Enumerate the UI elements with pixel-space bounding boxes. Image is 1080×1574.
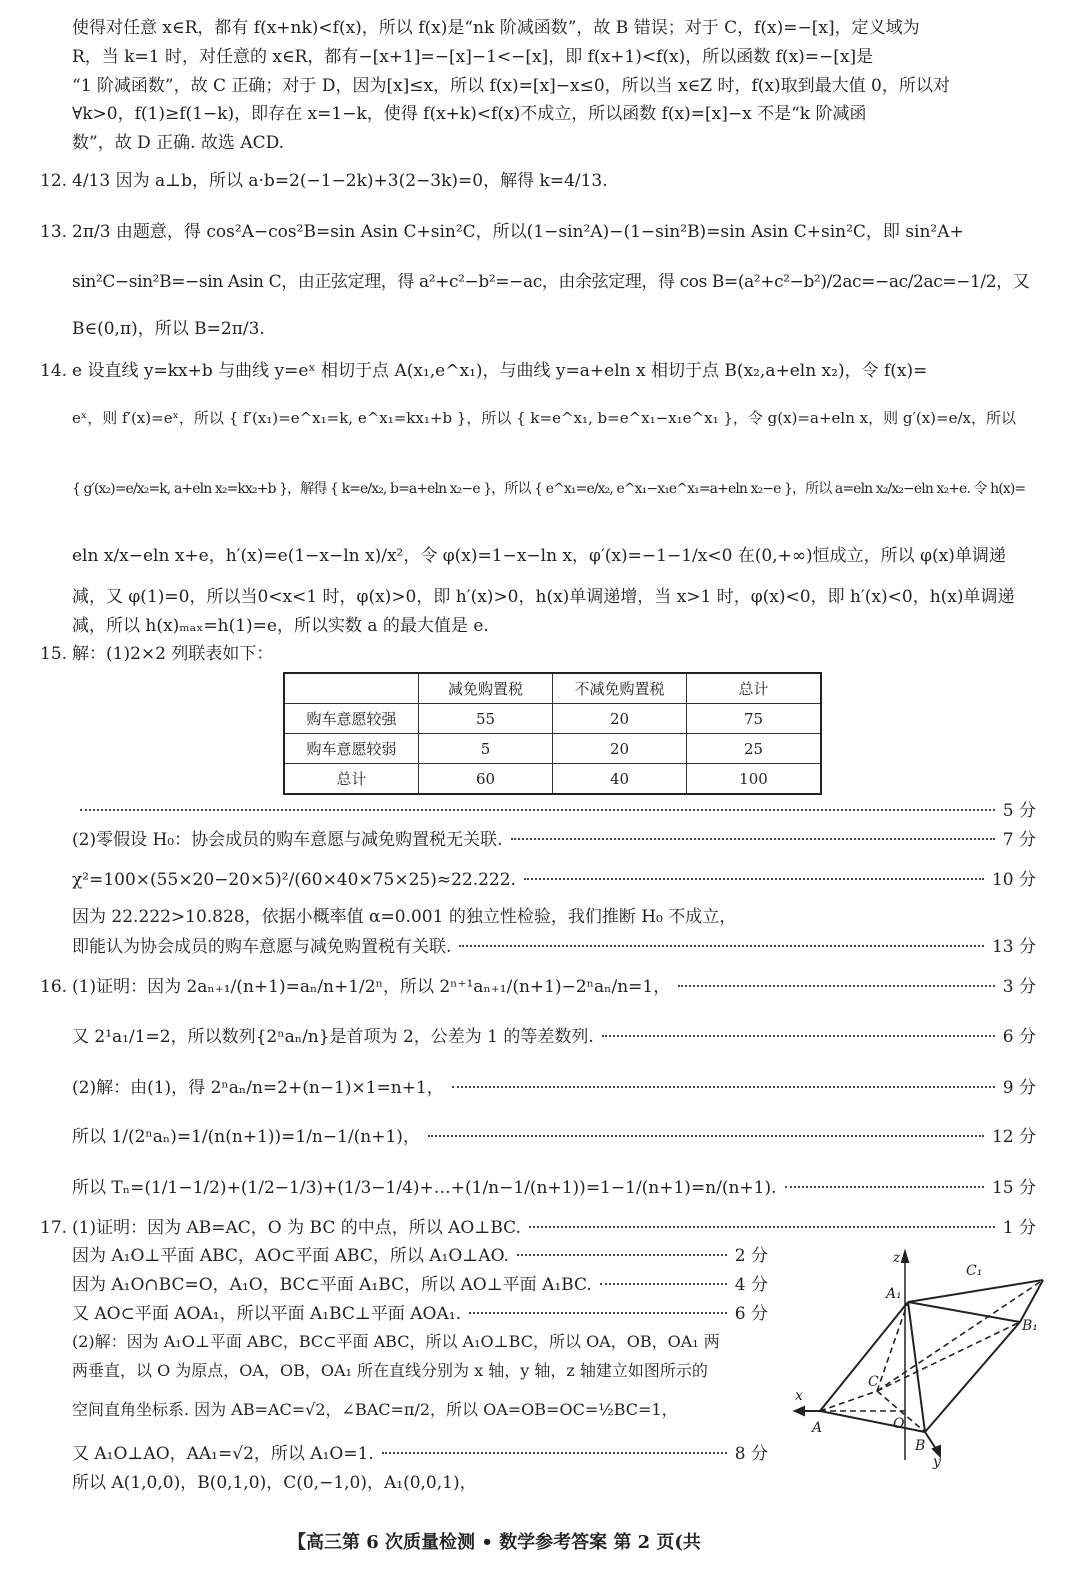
text-line: sin²C−sin²B=−sin Asin C，由正弦定理，得 a²+c²−b²=−ac，由余弦定理，得 cos B=(a²+c²−b²)/2ac=−ac/2ac=−1/2，又	[72, 272, 1030, 292]
label-x: x	[795, 1388, 803, 1404]
text: (1)证明：因为 2aₙ₊₁/(n+1)=aₙ/n+1/2ⁿ，所以 2ⁿ⁺¹aₙ₊₁/(n+1)−2ⁿaₙ/n=1，	[72, 977, 671, 997]
text: 即能认为协会成员的购车意愿与减免购置税有关联.	[72, 937, 452, 957]
score: 4 分	[734, 1275, 768, 1295]
edge-BB1	[925, 1322, 1020, 1432]
text-line: eln x/x−eln x+e，h′(x)=e(1−x−ln x)/x²，令 φ(x)=1−x−ln x，φ′(x)=−1−1/x<0 在(0,+∞)恒成立，所以 φ(x)单调递	[72, 546, 1006, 566]
table-cell: 100	[687, 764, 822, 795]
answer-12: 4/13 因为 a⊥b，所以 a·b=2(−1−2k)+3(2−3k)=0，解得 k=4/13.	[72, 171, 608, 191]
edge-CB1	[877, 1322, 1020, 1391]
label-y: y	[933, 1454, 941, 1470]
text-line: { g′(x₂)=e/x₂=k, a+eln x₂=kx₂+b }，解得 { k=e/x₂, b=a+eln x₂−e }，所以 { e^x₁=e/x₂, e^x₁−x₁e^x₁=a+eln x₂−e }，所以 a=eln x₂/x₂−eln x₂+e. 令 h(x)=	[72, 481, 1026, 497]
label-A: A	[812, 1420, 823, 1436]
edge-A1C1	[908, 1280, 1043, 1302]
table-cell: 总计	[687, 673, 822, 704]
text-line: 因为 22.222>10.828，依据小概率值 α=0.001 的独立性检验，我们推断 H₀ 不成立，	[72, 907, 737, 927]
x-arrow-icon	[795, 1407, 804, 1415]
table-cell: 20	[553, 704, 687, 734]
question-number: 17.	[40, 1218, 68, 1238]
table-cell: 总计	[284, 764, 419, 795]
text: (2)解：由(1)，得 2ⁿaₙ/n=2+(n−1)×1=n+1，	[72, 1078, 444, 1098]
edge-A1B1	[908, 1302, 1020, 1322]
edge-A1B	[908, 1302, 925, 1432]
text: χ²=100×(55×20−20×5)²/(60×40×75×25)≈22.222.	[72, 870, 516, 890]
text-line: 两垂直，以 O 为原点，OA，OB，OA₁ 所在直线分别为 x 轴，y 轴，z 轴建立如图所示的	[72, 1361, 708, 1380]
label-C1: C₁	[966, 1263, 983, 1279]
question-number: 12.	[40, 171, 68, 191]
question-number: 16.	[40, 977, 68, 997]
edge-A1A	[820, 1302, 908, 1411]
answer-14: e 设直线 y=kx+b 与曲线 y=eˣ 相切于点 A(x₁,e^x₁)，与曲线 y=a+eln x 相切于点 B(x₂,a+eln x₂)，令 f(x)=	[72, 361, 928, 381]
text: 所以 1/(2ⁿaₙ)=1/(n(n+1))=1/n−1/(n+1)，	[72, 1127, 420, 1147]
edge-CA1	[877, 1302, 908, 1391]
text: 又 2¹a₁/1=2，所以数列{2ⁿaₙ/n}是首项为 2，公差为 1 的等差数列.	[72, 1027, 594, 1047]
score: 6 分	[734, 1304, 768, 1324]
label-B: B	[915, 1438, 926, 1454]
answer-13: 2π/3 由题意，得 cos²A−cos²B=sin Asin C+sin²C，所以(1−sin²A)−(1−sin²B)=sin Asin C+sin²C，即 sin²A+	[72, 222, 964, 242]
text-line: 减，又 φ(1)=0，所以当0<x<1 时，φ(x)>0，即 h′(x)>0，h(x)单调递增，当 x>1 时，φ(x)<0，即 h′(x)<0，h(x)单调递	[72, 587, 1015, 607]
score: 10 分	[991, 870, 1036, 890]
label-O: O	[893, 1416, 905, 1432]
table-cell: 购车意愿较弱	[284, 734, 419, 764]
text: 又 A₁O⊥AO，AA₁=√2，所以 A₁O=1.	[72, 1444, 374, 1464]
page-footer: 【高三第 6 次质量检测 • 数学参考答案 第 2 页(共	[288, 1532, 701, 1553]
text-line: “1 阶减函数”，故 C 正确；对于 D，因为[x]≤x，所以 f(x)=[x]−x≤0，所以当 x∈Z 时，f(x)取到最大值 0，所以对	[72, 76, 950, 96]
text-line: eˣ，则 f′(x)=eˣ，所以 { f′(x₁)=e^x₁=k, e^x₁=kx₁+b }，所以 { k=e^x₁, b=e^x₁−x₁e^x₁ }，令 g(x)=a+eln x，则 g′(x)=e/x，所以	[72, 409, 1016, 427]
label-B1: B₁	[1022, 1318, 1038, 1334]
table-cell: 减免购置税	[419, 673, 553, 704]
z-arrow-icon	[902, 1252, 908, 1262]
table-cell: 25	[687, 734, 822, 764]
text: (1)证明：因为 AB=AC，O 为 BC 的中点，所以 AO⊥BC.	[72, 1218, 521, 1238]
text-line: 所以 A(1,0,0)，B(0,1,0)，C(0,−1,0)，A₁(0,0,1)，	[72, 1473, 477, 1493]
table-cell: 55	[419, 704, 553, 734]
text-line: 使得对任意 x∈R，都有 f(x+nk)<f(x)，所以 f(x)是“nk 阶减函数”，故 B 错误；对于 C，f(x)=−[x]，定义域为	[72, 18, 920, 38]
text-line: 空间直角坐标系. 因为 AB=AC=√2，∠BAC=π/2，所以 OA=OB=OC=½BC=1，	[72, 1400, 678, 1419]
edge-CC1	[877, 1280, 1043, 1391]
label-C: C	[868, 1374, 879, 1390]
text-line: 数”，故 D 正确. 故选 ACD.	[72, 133, 285, 153]
score: 2 分	[734, 1246, 768, 1266]
text: 所以 Tₙ=(1/1−1/2)+(1/2−1/3)+(1/3−1/4)+…+(1/n−1/(n+1))=1−1/(n+1)=n/(n+1).	[72, 1178, 777, 1198]
text-line: B∈(0,π)，所以 B=2π/3.	[72, 319, 265, 339]
question-number: 15.	[40, 644, 68, 664]
text: (2)零假设 H₀：协会成员的购车意愿与减免购置税无关联.	[72, 830, 503, 850]
question-number: 14.	[40, 361, 68, 381]
table-cell: 75	[687, 704, 822, 734]
table-cell: 不减免购置税	[553, 673, 687, 704]
text: 又 AO⊂平面 AOA₁，所以平面 A₁BC⊥平面 AOA₁.	[72, 1304, 461, 1324]
table-cell: 40	[553, 764, 687, 795]
text: 因为 A₁O∩BC=O，A₁O，BC⊂平面 A₁BC，所以 AO⊥平面 A₁BC.	[72, 1275, 592, 1295]
text-line: ∀k>0，f(1)≥f(1−k)，即存在 x=1−k，使得 f(x+k)<f(x)不成立，所以函数 f(x)=[x]−x 不是“k 阶减函	[72, 104, 867, 124]
text-line: R，当 k=1 时，对任意的 x∈R，都有−[x+1]=−[x]−1<−[x]，即 f(x+1)<f(x)，所以函数 f(x)=−[x]是	[72, 47, 874, 67]
score: 12 分	[991, 1127, 1036, 1147]
table-cell: 20	[553, 734, 687, 764]
score: 9 分	[1002, 1078, 1036, 1098]
text: 因为 A₁O⊥平面 ABC，AO⊂平面 ABC，所以 A₁O⊥AO.	[72, 1246, 509, 1266]
table-cell: 购车意愿较强	[284, 704, 419, 734]
question-number: 13.	[40, 222, 68, 242]
score: 5 分	[1002, 801, 1036, 821]
score: 7 分	[1002, 830, 1036, 850]
edge-C1B1	[1020, 1280, 1043, 1322]
score: 3 分	[1002, 977, 1036, 997]
score: 15 分	[991, 1178, 1036, 1198]
label-z: z	[893, 1250, 901, 1266]
table-cell: 60	[419, 764, 553, 795]
table-cell: 5	[419, 734, 553, 764]
text-line: (2)解：因为 A₁O⊥平面 ABC，BC⊂平面 ABC，所以 A₁O⊥BC，所以 OA，OB，OA₁ 两	[72, 1332, 720, 1351]
edge-AB	[820, 1411, 925, 1432]
score: 6 分	[1002, 1027, 1036, 1047]
score: 1 分	[1002, 1218, 1036, 1238]
score: 8 分	[734, 1444, 768, 1464]
answer-15: 解：(1)2×2 列联表如下：	[72, 644, 274, 664]
label-A1: A₁	[886, 1286, 902, 1302]
text-line: 减，所以 h(x)ₘₐₓ=h(1)=e，所以实数 a 的最大值是 e.	[72, 616, 489, 636]
score: 13 分	[991, 937, 1036, 957]
